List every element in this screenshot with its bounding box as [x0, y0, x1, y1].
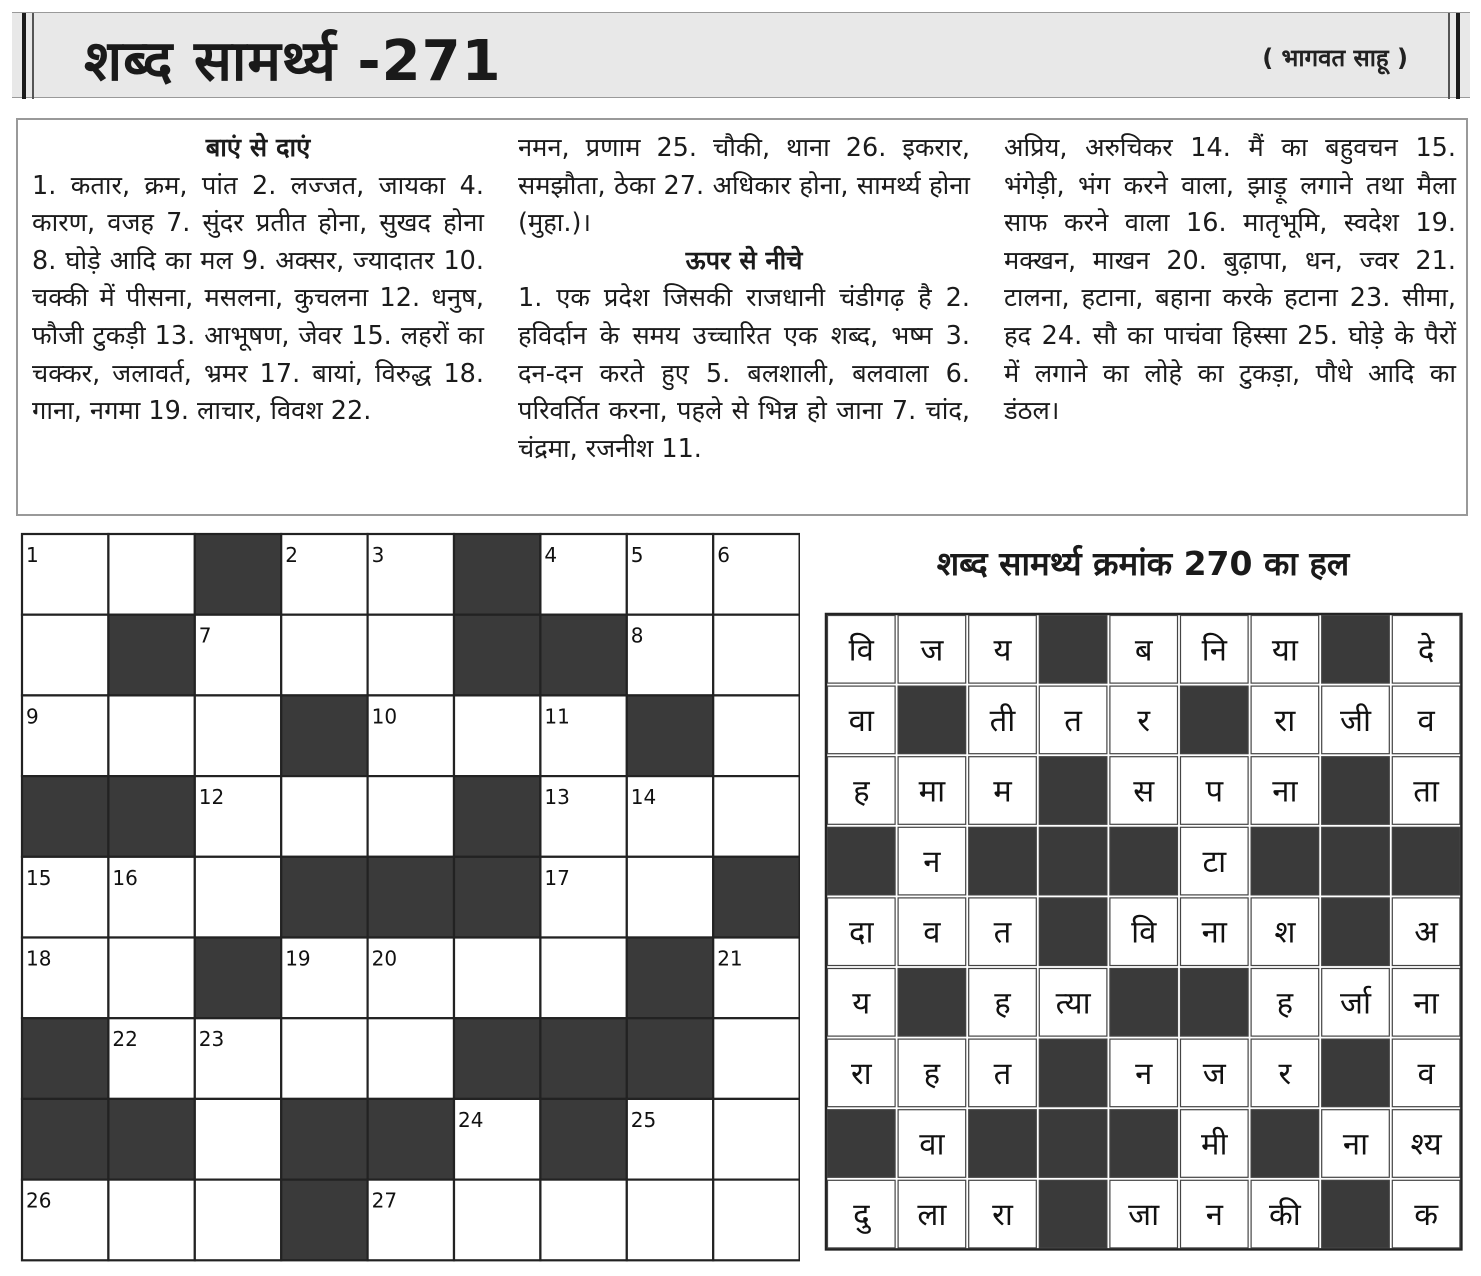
grid-cell-number: 11 [544, 704, 570, 729]
solution-letter: रा [992, 1197, 1013, 1234]
solution-letter: ता [1413, 773, 1439, 810]
solution-letter: व [1417, 702, 1435, 739]
grid-cell[interactable] [454, 1180, 540, 1261]
grid-cell-black [540, 1018, 626, 1099]
solution-letter: ब [1134, 632, 1153, 669]
solution-letter: स [1133, 773, 1155, 810]
grid-cell-number: 5 [630, 543, 644, 567]
solution-letter: वा [848, 702, 874, 739]
solution-cell-black [1110, 1110, 1178, 1178]
solution-letter: ह [994, 985, 1011, 1022]
header-bar-right-thin [1448, 13, 1450, 99]
grid-cell-number: 8 [630, 623, 644, 648]
solution-cell-black [1110, 969, 1178, 1037]
grid-cell[interactable] [713, 1180, 799, 1261]
grid-cell[interactable] [368, 776, 454, 857]
solution-cell-black [1322, 1180, 1390, 1248]
solution-letter: अ [1414, 914, 1438, 951]
grid-cell-number: 3 [371, 543, 385, 567]
solution-letter: वि [848, 632, 874, 669]
solution-letter: दा [849, 914, 874, 951]
solution-cell-black [1251, 827, 1319, 895]
clues-box [16, 118, 1468, 516]
page-header [12, 12, 1470, 98]
solution-letter: श्य [1410, 1126, 1442, 1163]
grid-cell-black [108, 615, 194, 696]
solution-letter: या [1271, 632, 1298, 669]
solution-letter: त्या [1055, 985, 1091, 1022]
grid-cell-number: 4 [544, 543, 558, 567]
solution-letter: ह [1276, 985, 1294, 1022]
grid-cell-number: 27 [371, 1188, 398, 1213]
solution-letter: मा [918, 773, 946, 810]
grid-cell-black [627, 695, 713, 776]
grid-cell[interactable] [713, 1018, 799, 1099]
solution-letter: ज [920, 632, 944, 669]
solution-cell-black [969, 1110, 1037, 1178]
grid-cell-number: 7 [198, 623, 212, 648]
grid-cell[interactable] [627, 857, 713, 938]
clues-column-3 [1004, 130, 1456, 431]
grid-cell-black [454, 1018, 540, 1099]
grid-cell[interactable] [108, 534, 194, 615]
solution-letter: ना [1342, 1126, 1369, 1163]
solution-letter: व [1417, 1055, 1435, 1092]
solution-letter: वा [919, 1126, 945, 1163]
grid-cell[interactable] [281, 615, 367, 696]
solution-cell-black [969, 827, 1037, 895]
solution-letter: वि [1131, 914, 1157, 951]
solution-cell-black [1181, 969, 1249, 1037]
grid-cell-black [22, 1018, 108, 1099]
grid-cell-number: 23 [198, 1027, 225, 1052]
grid-cell[interactable] [540, 1180, 626, 1261]
solution-cell-black [1322, 827, 1390, 895]
solution-letter: रा [850, 1055, 872, 1092]
down-clues-part-2: अप्रिय, अरुचिकर 14. मैं का बहुवचन 15. भंगेड़ी, भंग करने वाला, झाड़ू लगाने तथा मैला साफ करने वाला 16. मातृभूमि, स्वदेश 19. मक्खन, माखन 20. बुढ़ापा, धन, ज्वर 21. टालना, हटाना, बहाना करके हटाना 23. सीमा, हद 24. सौ का पाचंवा हिस्सा 25. घोड़े के पैरों में लगाने का लोहे का टुकड़ा, पौधे आदि का डंठल। [1004, 133, 1456, 427]
solution-letter: रा [1274, 702, 1296, 739]
solution-letter: की [1268, 1197, 1301, 1234]
grid-cell[interactable] [713, 776, 799, 857]
solution-cell-black [1039, 757, 1107, 825]
solution-letter: प [1205, 773, 1224, 810]
grid-cell-black [108, 776, 194, 857]
grid-cell-black [454, 857, 540, 938]
across-clues-part-1: 1. कतार, क्रम, पांत 2. लज्जत, जायका 4. कारण, वजह 7. सुंदर प्रतीत होना, सुखद होना 8. घोड़े आदि का मल 9. अक्सर, ज्यादातर 10. चक्की में पीसना, मसलना, कुचलना 12. धनुष, फौजी टुकड़ी 13. आभूषण, जेवर 15. लहरों का चक्कर, जलावर्त, भ्रमर 17. बायां, विरुद्ध 18. गाना, नगमा 19. लाचार, विवश 22. [32, 170, 484, 427]
grid-cell-black [540, 1099, 626, 1180]
grid-cell-number: 18 [26, 946, 52, 971]
grid-cell-black [195, 534, 281, 615]
solution-letter: त [993, 1055, 1012, 1092]
grid-cell[interactable] [108, 1180, 194, 1261]
solution-letter: र [1278, 1055, 1292, 1092]
grid-cell-black [627, 938, 713, 1019]
grid-cell-number: 13 [544, 785, 570, 810]
solution-letter: य [852, 985, 871, 1022]
grid-cell[interactable] [281, 1018, 367, 1099]
solution-letter: ज [1202, 1055, 1226, 1092]
solution-letter: व [923, 914, 941, 951]
grid-cell-black [108, 1099, 194, 1180]
grid-cell-number: 2 [285, 543, 298, 567]
solution-cell-black [898, 686, 966, 754]
grid-cell-number: 9 [26, 704, 39, 729]
solution-cell-black [828, 827, 896, 895]
solution-cell-black [1039, 827, 1107, 895]
solution-title: शब्द सामर्थ्य क्रमांक 270 का हल [936, 544, 1350, 583]
grid-cell-black [454, 776, 540, 857]
puzzle-author: ( भागवत साहू ) [1262, 44, 1408, 72]
grid-cell-number: 19 [285, 946, 311, 971]
grid-cell-number: 21 [717, 946, 743, 971]
solution-cell-black [1039, 616, 1107, 684]
solution-cell-black [1181, 686, 1249, 754]
solution-letter: दु [853, 1197, 870, 1234]
grid-cell-black [454, 615, 540, 696]
solution-cell-black [1322, 616, 1390, 684]
across-heading: बाएं से दाएं [205, 133, 311, 163]
grid-cell-number: 15 [26, 865, 52, 890]
solution-cell-black [1039, 1180, 1107, 1248]
grid-cell-black [22, 1099, 108, 1180]
solution-letter: ह [923, 1055, 941, 1092]
grid-cell-number: 26 [26, 1188, 52, 1213]
grid-cell[interactable] [540, 938, 626, 1019]
solution-cell-black [1039, 1039, 1107, 1107]
grid-cell-number: 22 [112, 1027, 138, 1052]
solution-letter: श [1274, 914, 1296, 951]
down-heading: ऊपर से नीचे [685, 245, 803, 276]
grid-cell-number: 14 [630, 785, 657, 810]
grid-cell-number: 17 [544, 865, 570, 890]
solution-letter: र्जा [1339, 985, 1372, 1022]
grid-cell-black [627, 1018, 713, 1099]
solution-letter: जी [1339, 702, 1372, 739]
solution-letter: दे [1417, 632, 1435, 669]
solution-grid [824, 612, 1464, 1252]
header-bar-left-thin [32, 13, 34, 99]
solution-cell-black [1039, 898, 1107, 966]
grid-cell-number: 16 [112, 865, 138, 890]
solution-cell-black [1322, 898, 1390, 966]
solution-letter: जा [1128, 1197, 1160, 1234]
grid-cell-black [368, 857, 454, 938]
solution-letter: क [1414, 1197, 1439, 1234]
solution-letter: मी [1201, 1126, 1228, 1163]
solution-letter: न [923, 844, 941, 881]
grid-cell-number: 25 [630, 1107, 657, 1132]
grid-cell-black [281, 1099, 367, 1180]
grid-cell[interactable] [368, 615, 454, 696]
grid-cell-black [281, 695, 367, 776]
solution-letter: ला [917, 1197, 947, 1234]
solution-letter: र [1137, 702, 1151, 739]
solution-letter: ना [1201, 914, 1227, 951]
solution-letter: नि [1201, 632, 1227, 669]
grid-cell-number: 20 [371, 946, 398, 971]
grid-cell[interactable] [713, 615, 799, 696]
solution-letter: टा [1202, 844, 1227, 881]
grid-cell-black [195, 938, 281, 1019]
solution-cell-black [828, 1110, 896, 1178]
grid-cell[interactable] [195, 1099, 281, 1180]
grid-cell-black [713, 857, 799, 938]
grid-cell[interactable] [368, 1018, 454, 1099]
solution-letter: त [1064, 702, 1082, 739]
crossword-grid [20, 532, 800, 1262]
grid-cell-black [540, 615, 626, 696]
solution-letter: त [993, 914, 1012, 951]
header-bar-right [1456, 13, 1460, 99]
across-clues-part-2: नमन, प्रणाम 25. चौकी, थाना 26. इकरार, समझौता, ठेका 27. अधिकार होना, सामर्थ्य होना (मुहा.)। [518, 133, 970, 239]
solution-letter: ना [1413, 985, 1439, 1022]
solution-letter: य [993, 632, 1012, 669]
solution-cell-black [1392, 827, 1460, 895]
solution-cell-black [1322, 757, 1390, 825]
grid-cell-black [22, 776, 108, 857]
solution-cell-black [1322, 1039, 1390, 1107]
solution-cell-black [1110, 827, 1178, 895]
grid-cell[interactable] [281, 776, 367, 857]
clues-column-2 [518, 130, 970, 468]
header-bar-left [22, 13, 26, 99]
grid-cell-black [281, 1180, 367, 1261]
solution-letter: ना [1272, 773, 1298, 810]
grid-cell[interactable] [195, 1180, 281, 1261]
solution-cell-black [898, 969, 966, 1037]
solution-letter: ती [989, 702, 1016, 739]
solution-letter: म [993, 773, 1012, 810]
grid-cell[interactable] [627, 1180, 713, 1261]
grid-cell-number: 6 [717, 543, 730, 567]
puzzle-title: शब्द सामर्थ्य -271 [84, 29, 502, 94]
grid-cell-black [281, 857, 367, 938]
grid-cell-number: 12 [198, 785, 225, 810]
grid-cell[interactable] [22, 615, 108, 696]
grid-cell[interactable] [108, 695, 194, 776]
solution-letter: न [1135, 1055, 1153, 1092]
grid-cell[interactable] [454, 695, 540, 776]
grid-cell[interactable] [454, 938, 540, 1019]
grid-cell-black [368, 1099, 454, 1180]
solution-cell-black [1251, 1110, 1319, 1178]
grid-cell-number: 10 [371, 704, 398, 729]
clues-column-1 [32, 130, 484, 431]
solution-cell-black [1039, 1110, 1107, 1178]
grid-cell-black [454, 534, 540, 615]
grid-cell-number: 24 [458, 1107, 484, 1132]
grid-cell[interactable] [195, 857, 281, 938]
solution-letter: ह [853, 773, 870, 810]
grid-cell[interactable] [108, 938, 194, 1019]
solution-letter: न [1205, 1197, 1223, 1234]
grid-cell[interactable] [713, 1099, 799, 1180]
down-clues-part-1: 1. एक प्रदेश जिसकी राजधानी चंडीगढ़ है 2. हविर्दान के समय उच्चारित एक शब्द, भष्म 3. दन-दन करते हुए 5. बलशाली, बलवाला 6. परिवर्तित करना, पहले से भिन्न हो जाना 7. चांद, चंद्रमा, रजनीश 11. [518, 283, 970, 464]
grid-cell-number: 1 [26, 543, 39, 567]
grid-cell[interactable] [713, 695, 799, 776]
grid-cell[interactable] [195, 695, 281, 776]
